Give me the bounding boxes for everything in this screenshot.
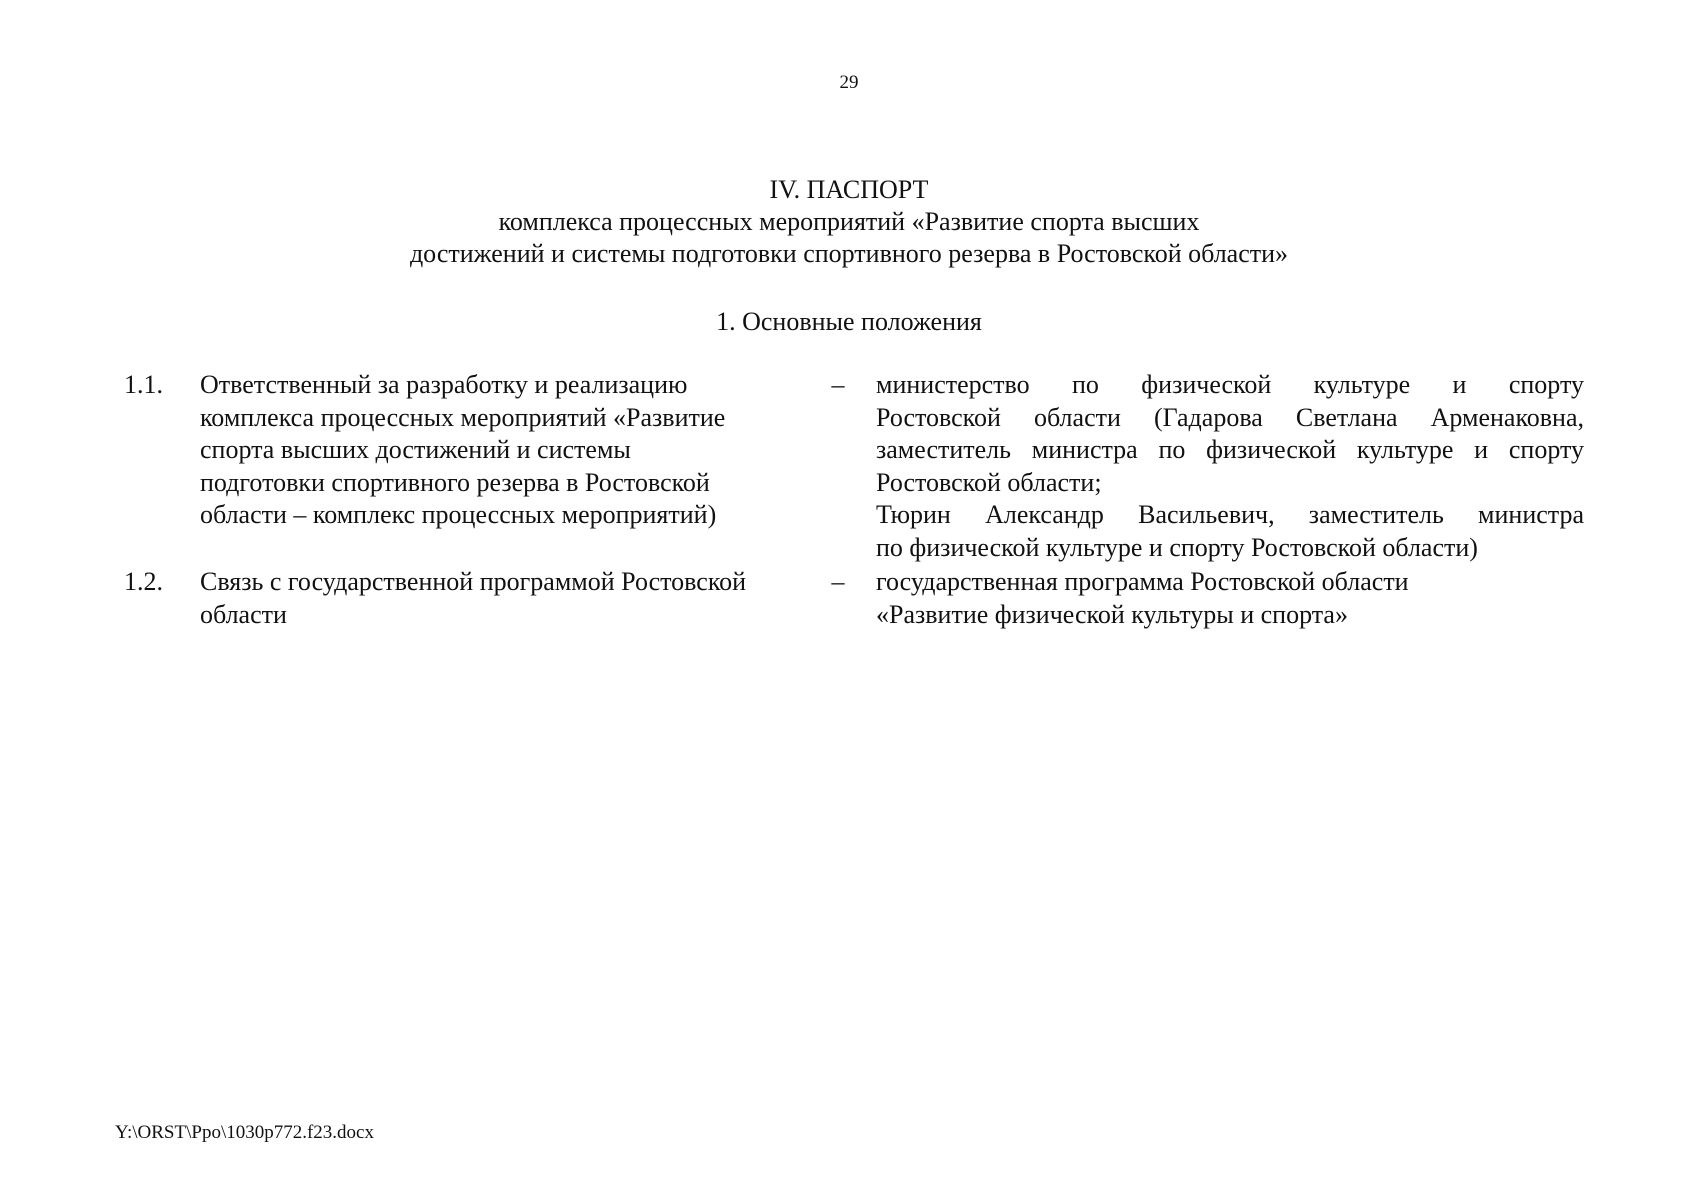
label-line: подготовки спортивного резерва в Ростовской [200, 467, 710, 497]
title-line-3: достижений и системы подготовки спортивного резерва в Ростовской области» [409, 239, 1289, 268]
label-line: Связь с государственной программой Ростовской [200, 567, 747, 596]
value-line: «Развитие физической культуры и спорта» [876, 599, 1348, 629]
label-line: Ответственный за разработку и реализацию [200, 370, 688, 399]
title-line-2: комплекса процессных мероприятий «Развитие спорта высших [498, 207, 1200, 236]
section-heading: 1. Основные положения [716, 307, 982, 336]
row-value [876, 369, 1584, 564]
passport-title [0, 174, 1698, 270]
label-line: области – комплекс процессных мероприятий) [200, 500, 717, 529]
row-dash: – [831, 567, 845, 596]
row-value [876, 566, 1584, 631]
title-line-1: IV. ПАСПОРТ [769, 175, 929, 204]
label-line: спорта высших достижений и системы [200, 435, 631, 464]
table-row [124, 369, 1584, 564]
row-label [200, 566, 800, 631]
table-row [124, 566, 1584, 631]
value-line: Ростовской области (Гадарова Светлана Арменаковна, [876, 402, 1584, 432]
row-dash: – [831, 370, 845, 399]
value-line: Тюрин Александр Васильевич, заместитель министра [876, 500, 1584, 529]
provisions-table [124, 369, 1584, 631]
label-line: комплекса процессных мероприятий «Развитие [200, 402, 726, 432]
value-line: министерство по физической культуре и спорту [876, 370, 1584, 399]
value-line: заместитель министра по физической культуре и спорту [876, 435, 1584, 464]
row-label [200, 369, 800, 532]
row-number: 1.1. [124, 370, 163, 399]
value-line: Ростовской области; [876, 467, 1102, 497]
label-line: области [200, 599, 287, 629]
value-line: по физической культуре и спорту Ростовской области) [876, 532, 1478, 562]
value-line: государственная программа Ростовской области [876, 567, 1409, 596]
row-number: 1.2. [124, 567, 163, 596]
file-path-footer: Y:\ORST\Ppo\1030p772.f23.docx [115, 1122, 374, 1143]
page-number: 29 [839, 72, 859, 93]
